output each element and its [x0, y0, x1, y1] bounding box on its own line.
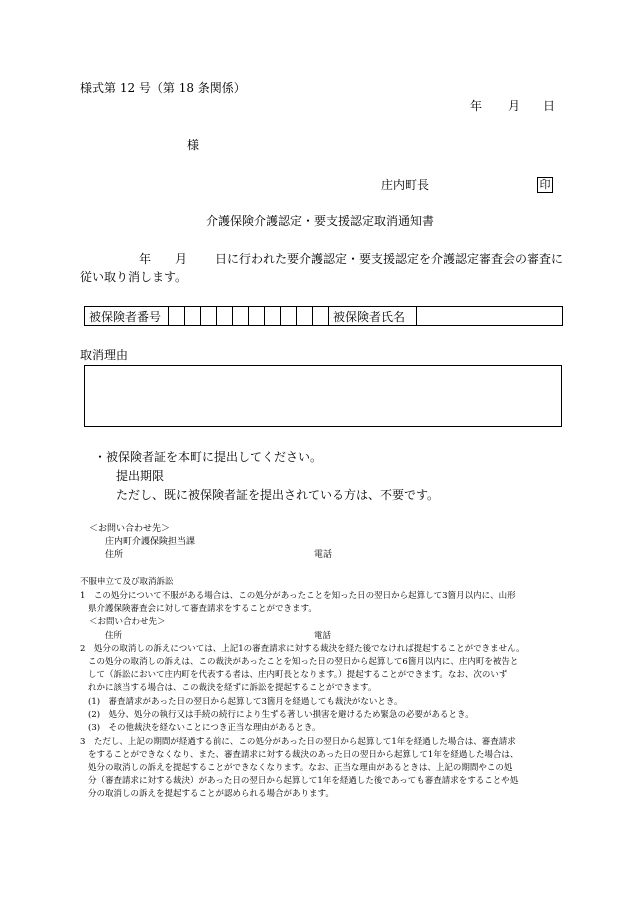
notice-line-3: ただし、既に被保険者証を提出されている方は、不要です。	[116, 488, 440, 502]
appeal-item1-line2: 県介護保険審査会に対して審査請求をすることができます。	[88, 604, 317, 614]
appeal-item2-line4: れかに該当する場合は、この裁決を経ずに訴訟を提起することができます。	[88, 683, 377, 693]
appeal-item3-line3: 処分の取消しの訴えを提起することができなくなります。なお、正当な理由があるときは、上記の期間やこの処	[88, 763, 513, 773]
inquiry-address-label: 住所	[105, 550, 124, 560]
insured-number-digit-cell	[169, 307, 185, 326]
appeal-sub-item-3: (3) その他裁決を経ないことにつき正当な理由があるとき。	[88, 723, 321, 733]
appeal-sub-item-2: (2) 処分、処分の執行又は手続の続行により生ずる著しい損害を避けるため緊急の必要があるとき。	[88, 710, 474, 720]
date-year-label: 年	[470, 99, 483, 113]
notice-deadline-label: 提出期限	[116, 469, 165, 483]
seal-text: 印	[539, 178, 551, 191]
issuer-name: 庄内町長	[381, 178, 430, 192]
inquiry-dept: 庄内町介護保険担当課	[105, 537, 196, 547]
seal-mark	[537, 177, 553, 193]
reason-box	[84, 365, 562, 427]
appeal-phone-label: 電話	[314, 631, 332, 641]
appeal-item2-line1: 2 処分の取消しの訴えについては、上記1の審査請求に対する裁決を経た後でなければ提起することができません。	[80, 644, 525, 654]
insured-number-digit-cell	[217, 307, 233, 326]
appeal-item3-line4: 分（審査請求に対する裁決）があった日の翌日から起算して1年を経過した後であっても審査請求をすることや処	[88, 776, 519, 786]
date-month-label: 月	[508, 99, 521, 113]
insured-number-digit-cell	[281, 307, 297, 326]
inquiry-phone-label: 電話	[314, 550, 333, 560]
appeal-item3-line5: 分の取消しの訴えを提起することが認められる場合があります。	[88, 789, 334, 799]
insured-name-cell	[417, 307, 563, 326]
appeal-item2-line2: この処分の取消しの訴えは、この裁決があったことを知った日の翌日から起算して6箇月以内に、庄内町を被告と	[88, 657, 519, 667]
appeal-inquiry-heading: ＜お問い合わせ先＞	[89, 617, 166, 627]
date-day-label: 日	[543, 99, 556, 113]
appeal-item2-line3: して（訴訟において庄内町を代表する者は、庄内町長となります。）提起することができます。なお、次のいず	[88, 670, 508, 680]
insured-number-digit-cell	[297, 307, 313, 326]
appeal-item3-line1: 3 ただし、上記の期間が経過する前に、この処分があった日の翌日から起算して1年を経過した場合は、審査請求	[80, 737, 516, 747]
appeal-heading: 不服申立て及び取消訴訟	[80, 577, 174, 587]
form-number: 様式第 12 号（第 18 条関係）	[80, 81, 246, 95]
body-month-label: 月	[175, 252, 188, 266]
insured-number-digit-cell	[201, 307, 217, 326]
addressee-suffix: 様	[187, 138, 200, 152]
body-line-1: 日に行われた要介護認定・要支援認定を介護認定審査会の審査に	[215, 252, 564, 266]
notice-line-1: ・被保険者証を本町に提出してください。	[94, 450, 323, 464]
appeal-sub-item-1: (1) 審査請求があった日の翌日から起算して3箇月を経過しても裁決がないとき。	[88, 697, 403, 707]
appeal-address-label: 住所	[105, 631, 123, 641]
insured-number-digit-cell	[185, 307, 201, 326]
reason-label: 取消理由	[80, 348, 129, 362]
inquiry-heading: ＜お問い合わせ先＞	[89, 524, 171, 534]
appeal-item3-line2: をすることができなくなり、また、審査請求に対する裁決のあった日の翌日から起算して1年を経過した場合は、	[88, 750, 519, 760]
insured-name-label: 被保険者氏名	[329, 307, 417, 326]
body-line-2: 従い取り消します。	[80, 270, 188, 284]
insured-number-label: 被保険者番号	[85, 307, 169, 326]
body-year-label: 年	[139, 252, 152, 266]
document-title: 介護保険介護認定・要支援認定取消通知書	[206, 214, 435, 228]
insured-number-digit-cell	[249, 307, 265, 326]
insured-number-digit-cell	[233, 307, 249, 326]
insured-number-digit-cell	[265, 307, 281, 326]
insured-id-table	[84, 306, 563, 326]
appeal-item1-line1: 1 この処分について不服がある場合は、この処分があったことを知った日の翌日から起算して3箇月以内に、山形	[80, 591, 516, 601]
insured-number-digit-cell	[313, 307, 329, 326]
